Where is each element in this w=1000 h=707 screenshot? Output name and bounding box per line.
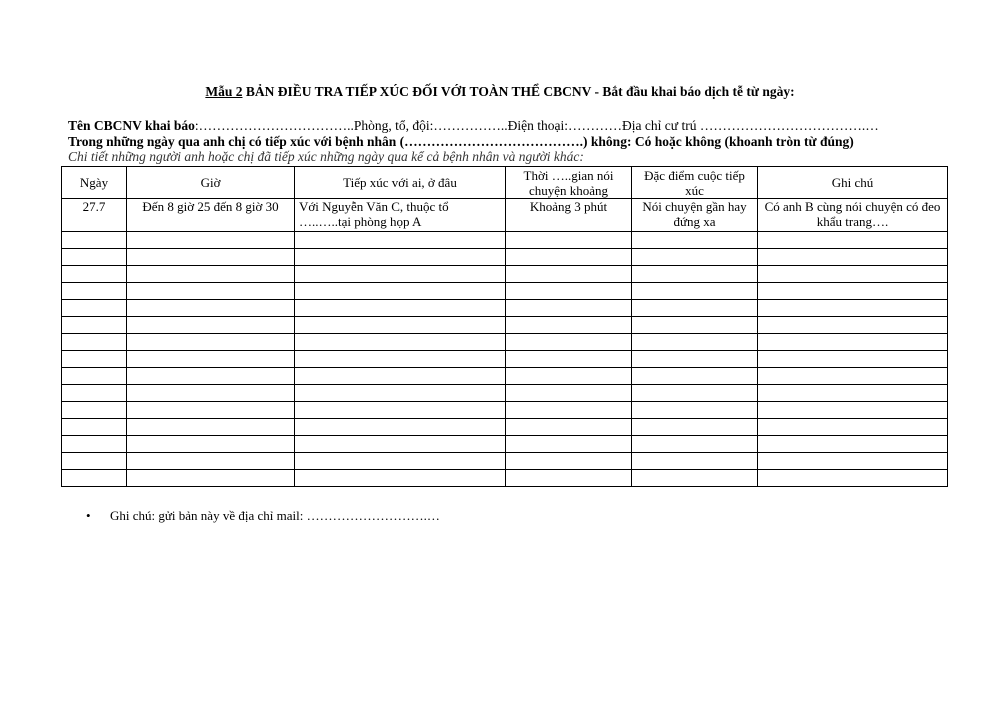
cell-characteristics-empty (632, 436, 758, 453)
cell-contact-empty (295, 436, 506, 453)
cell-date-empty (62, 283, 127, 300)
cell-notes-empty (758, 232, 948, 249)
cell-date-empty (62, 266, 127, 283)
table-row (62, 317, 948, 334)
cell-time-empty (127, 402, 295, 419)
cell-time-empty (127, 351, 295, 368)
header-duration: Thời …..gian nói chuyện khoảng (506, 167, 632, 199)
cell-contact-empty (295, 470, 506, 487)
cell-notes: Có anh B cùng nói chuyện có đeo khẩu trang…. (758, 199, 948, 232)
cell-notes-empty (758, 266, 948, 283)
cell-contact-empty (295, 300, 506, 317)
cell-duration-empty (506, 283, 632, 300)
cell-contact-empty (295, 249, 506, 266)
cell-duration-empty (506, 334, 632, 351)
cell-notes-empty (758, 368, 948, 385)
cell-time-empty (127, 266, 295, 283)
cell-contact-empty (295, 368, 506, 385)
cell-time-empty (127, 232, 295, 249)
bullet-icon: • (86, 508, 91, 523)
cell-date-empty (62, 470, 127, 487)
employee-fields: :……………………………..Phòng, tổ, đội:……………..Điện thoại:…………Địa chỉ cư trú ……………………………….… (194, 118, 879, 133)
cell-contact-empty (295, 232, 506, 249)
cell-notes-empty (758, 351, 948, 368)
table-row (62, 249, 948, 266)
cell-duration-empty (506, 249, 632, 266)
cell-notes-empty (758, 402, 948, 419)
cell-time-empty (127, 317, 295, 334)
cell-date-empty (62, 317, 127, 334)
contact-table (61, 166, 948, 487)
cell-notes-empty (758, 300, 948, 317)
cell-notes-empty (758, 283, 948, 300)
table-header-row (62, 167, 948, 199)
table-row (62, 402, 948, 419)
cell-notes-empty (758, 334, 948, 351)
cell-characteristics-empty (632, 470, 758, 487)
cell-characteristics-empty (632, 334, 758, 351)
employee-info-line (68, 118, 879, 134)
table-row (62, 368, 948, 385)
cell-time-empty (127, 470, 295, 487)
cell-contact-empty (295, 334, 506, 351)
table-row (62, 334, 948, 351)
cell-contact-empty (295, 419, 506, 436)
cell-contact-empty (295, 351, 506, 368)
cell-duration-empty (506, 232, 632, 249)
cell-time-empty (127, 249, 295, 266)
cell-date-empty (62, 232, 127, 249)
cell-time-empty (127, 334, 295, 351)
contact-question: Trong những ngày qua anh chị có tiếp xúc với bệnh nhân (………………………………….) không: Có hoặc không (khoanh tròn từ đúng) (68, 134, 854, 149)
cell-date-empty (62, 419, 127, 436)
cell-date-empty (62, 402, 127, 419)
cell-notes-empty (758, 317, 948, 334)
cell-time-empty (127, 385, 295, 402)
cell-characteristics-empty (632, 385, 758, 402)
cell-time-empty (127, 300, 295, 317)
cell-characteristics-empty (632, 317, 758, 334)
cell-duration-empty (506, 419, 632, 436)
cell-duration-empty (506, 266, 632, 283)
cell-date-empty (62, 249, 127, 266)
cell-notes-empty (758, 249, 948, 266)
cell-contact: Với Nguyễn Văn C, thuộc tổ …..…..tại phòng họp A (295, 199, 506, 232)
cell-date-empty (62, 334, 127, 351)
cell-characteristics-empty (632, 419, 758, 436)
form-title-text: BẢN ĐIỀU TRA TIẾP XÚC ĐỐI VỚI TOÀN THỂ CBCNV - Bắt đầu khai báo dịch tễ từ ngày: (242, 84, 795, 99)
cell-characteristics-empty (632, 368, 758, 385)
table-row (62, 419, 948, 436)
cell-duration-empty (506, 300, 632, 317)
details-instruction: Chi tiết những người anh hoặc chị đã tiếp xúc những ngày qua kể cả bệnh nhân và người khác: (68, 149, 584, 164)
cell-characteristics-empty (632, 249, 758, 266)
cell-duration-empty (506, 436, 632, 453)
cell-characteristics-empty (632, 453, 758, 470)
cell-date-empty (62, 453, 127, 470)
table-row (62, 300, 948, 317)
cell-contact-empty (295, 266, 506, 283)
cell-characteristics-empty (632, 402, 758, 419)
cell-duration-empty (506, 317, 632, 334)
cell-date: 27.7 (62, 199, 127, 232)
footer-note-text: Ghi chú: gửi bản này về địa chỉ mail: ……………………….… (110, 508, 440, 523)
cell-contact-empty (295, 402, 506, 419)
cell-contact-empty (295, 317, 506, 334)
cell-duration: Khoảng 3 phút (506, 199, 632, 232)
header-date: Ngày (62, 167, 127, 199)
cell-notes-empty (758, 385, 948, 402)
cell-time-empty (127, 283, 295, 300)
cell-notes-empty (758, 453, 948, 470)
cell-time-empty (127, 419, 295, 436)
cell-date-empty (62, 436, 127, 453)
cell-date-empty (62, 385, 127, 402)
table-row (62, 351, 948, 368)
cell-contact-empty (295, 283, 506, 300)
cell-duration-empty (506, 385, 632, 402)
cell-duration-empty (506, 470, 632, 487)
table-row (62, 436, 948, 453)
cell-duration-empty (506, 351, 632, 368)
employee-label: Tên CBCNV khai báo (68, 118, 195, 133)
cell-time-empty (127, 368, 295, 385)
header-notes: Ghi chú (758, 167, 948, 199)
cell-time-empty (127, 436, 295, 453)
header-characteristics: Đặc điểm cuộc tiếp xúc (632, 167, 758, 199)
cell-characteristics: Nói chuyện gần hay đứng xa (632, 199, 758, 232)
cell-time-empty (127, 453, 295, 470)
header-contact: Tiếp xúc với ai, ở đâu (295, 167, 506, 199)
cell-characteristics-empty (632, 283, 758, 300)
cell-date-empty (62, 368, 127, 385)
header-time: Giờ (127, 167, 295, 199)
cell-notes-empty (758, 436, 948, 453)
cell-characteristics-empty (632, 266, 758, 283)
table-row (62, 266, 948, 283)
cell-characteristics-empty (632, 232, 758, 249)
cell-duration-empty (506, 402, 632, 419)
table-row (62, 283, 948, 300)
cell-duration-empty (506, 453, 632, 470)
form-number: Mẫu 2 (205, 84, 243, 99)
cell-contact-empty (295, 453, 506, 470)
cell-contact-empty (295, 385, 506, 402)
cell-notes-empty (758, 419, 948, 436)
table-row (62, 232, 948, 249)
footer-note (86, 508, 440, 524)
cell-date-empty (62, 300, 127, 317)
cell-characteristics-empty (632, 300, 758, 317)
form-title (0, 84, 1000, 100)
table-row (62, 453, 948, 470)
cell-characteristics-empty (632, 351, 758, 368)
table-row-example (62, 199, 948, 232)
table-row (62, 385, 948, 402)
cell-duration-empty (506, 368, 632, 385)
cell-time: Đến 8 giờ 25 đến 8 giờ 30 (127, 199, 295, 232)
cell-notes-empty (758, 470, 948, 487)
cell-date-empty (62, 351, 127, 368)
table-row (62, 470, 948, 487)
